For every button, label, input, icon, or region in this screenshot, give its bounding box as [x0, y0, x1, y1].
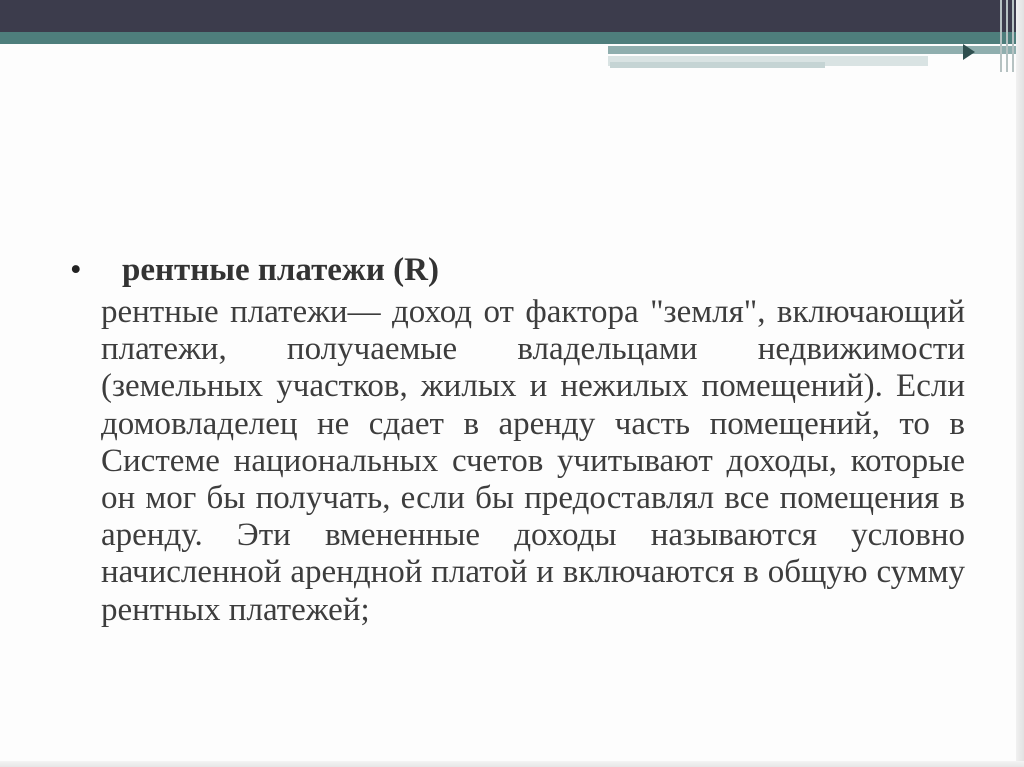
header-teal-band: [0, 32, 1024, 44]
bullet-icon: •: [70, 252, 82, 288]
header-pale-strip-inner: [610, 62, 825, 68]
header-dark-band: [0, 0, 1024, 32]
slide-content: [70, 252, 970, 629]
slide-bottom-edge: [0, 761, 1024, 767]
bullet-heading: рентные платежи (R): [122, 252, 439, 288]
vertical-line: [1006, 0, 1008, 72]
header-teal-accent: [608, 46, 1024, 54]
vertical-line: [1000, 0, 1002, 72]
arrow-right-icon: [963, 44, 975, 60]
vertical-line: [1012, 0, 1014, 72]
definition-paragraph: рентные платежи— доход от фактора "земля", включающий платежи, получаемые владельцами недвижимости (земельных участков, жилых и нежилых помещений). Если домовладелец не сдает в аренду часть помещений, то в Системе национальных счетов учитывают доходы, которые он мог бы получать, если бы предоставлял все помещения в аренду. Эти вмененные доходы называются условно начисленной арендной платой и включаются в общую сумму рентных платежей;: [101, 294, 965, 628]
bullet-item: [70, 252, 970, 296]
slide-right-edge: [1016, 0, 1024, 767]
header-vertical-lines: [1000, 0, 1014, 72]
